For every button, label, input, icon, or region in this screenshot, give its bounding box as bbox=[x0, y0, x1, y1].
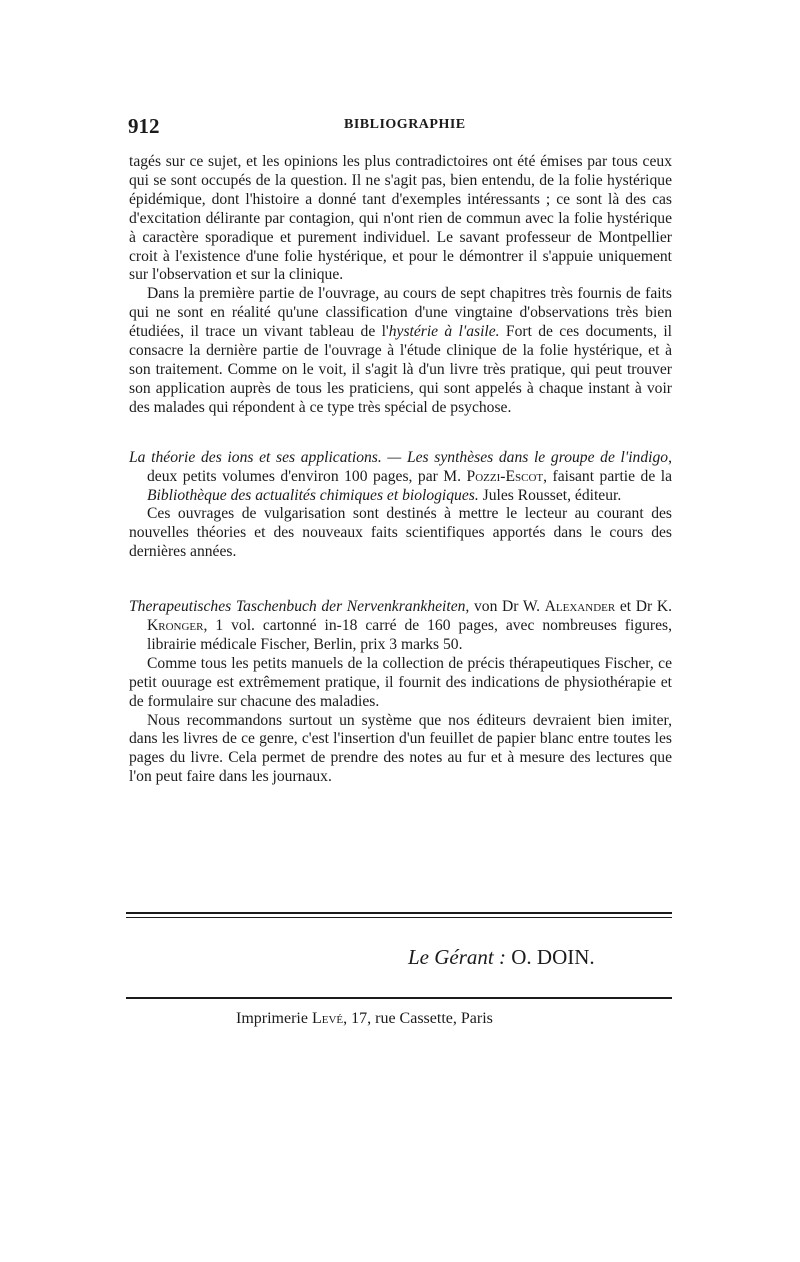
gerant-label: Le Gérant : bbox=[408, 945, 506, 969]
page-header bbox=[128, 114, 672, 138]
review-paragraph: Comme tous les petits manuels de la collection de précis thérapeutiques Fischer, ce petit ouurage est extrêmement pratique, il fournit des indications de physiothérapie et de formulaire sur chacune des maladies. bbox=[129, 654, 672, 710]
imprint-address: , 17, rue Cassette, Paris bbox=[343, 1010, 493, 1027]
bibliographic-entry-ions bbox=[129, 449, 672, 506]
entry-details: et Dr K. bbox=[615, 598, 672, 616]
page-body bbox=[129, 153, 672, 787]
gerant-name: O. DOIN. bbox=[506, 945, 595, 969]
paragraph-ouvrage bbox=[129, 285, 672, 417]
series-title: Bibliothèque des actualités chimiques et biologiques. bbox=[147, 486, 479, 504]
entry-details: , deux petits volumes d'environ 100 pages, par M. bbox=[147, 448, 672, 485]
footer-rule bbox=[126, 997, 672, 999]
running-title: BIBLIOGRAPHIE bbox=[344, 117, 466, 132]
gerant-signature bbox=[408, 945, 595, 970]
paragraph-text: Dans la première partie de l'ouvrage, au cours de sept chapitres très fournis de faits qui ne sont en réalité qu'une classification d'une vingtaine d'observations très bien étudiées, il trace un vivant tableau de l' bbox=[129, 285, 672, 341]
review-paragraph: Nous recommandons surtout un système que nos éditeurs devraient bien imiter, dans les livres de ce genre, c'est l'insertion d'un feuillet de papier blanc entre toutes les pages du livre. Cela permet de prendre des notes au fur et à mesure des lectures que l'on peut faire dans les journaux. bbox=[129, 711, 672, 786]
bibliographic-entry-taschenbuch bbox=[129, 598, 672, 655]
paragraph-continuation: tagés sur ce sujet, et les opinions les plus contradictoires ont été émises par tous ceux qui se sont occupés de la question. Il ne s'agit pas, bien entendu, de la folie hystérique épidémique, dont l'histoire a donné tant d'exemples intéressants ; ce sont là des cas d'excitation délirante par contagion, qui n'ont rien de commun avec la folie hystérique à caractère sporadique et purement individuel. Le savant professeur de Montpellier croit à l'existence d'une folie hystérique, et pour le démontrer il s'appuie uniquement sur l'observation et sur la clinique. bbox=[129, 153, 672, 284]
printer-name: Levé bbox=[311, 1010, 344, 1027]
page-number: 912 bbox=[128, 114, 160, 138]
imprint-prefix: Imprimerie bbox=[236, 1010, 312, 1027]
book-title: Therapeutisches Taschenbuch der Nervenkrankheiten, bbox=[129, 598, 470, 616]
author-name: Kronger bbox=[147, 617, 204, 635]
printer-imprint bbox=[236, 1010, 493, 1028]
book-title: La théorie des ions et ses applications. — Les synthèses dans le groupe de l'indigo bbox=[129, 448, 669, 466]
entry-details: , 1 vol. cartonné in-18 carré de 160 pages, avec nombreuses figures, librairie médicale Fischer, Berlin, prix 3 marks 50. bbox=[147, 617, 672, 653]
entry-details: von Dr W. bbox=[469, 598, 545, 616]
author-name: Alexander bbox=[544, 598, 616, 616]
entry-details: , faisant partie de la bbox=[543, 467, 672, 485]
author-name: Pozzi-Escot bbox=[466, 467, 544, 485]
double-rule-top bbox=[126, 912, 672, 914]
italic-phrase: hystérie à l'asile. bbox=[388, 323, 500, 341]
paragraph-text: Fort de ces documents, il consacre la dernière partie de l'ouvrage à l'étude clinique de la folie hystérique, et à son traitement. Comme on le voit, il s'agit là d'un livre très pratique, qui peut trouver son application auprès de tous les praticiens, qui sont appelés à chaque instant à voir des malades qui répondent à ce type très spécial de psychose. bbox=[129, 323, 672, 416]
publisher: Jules Rousset, éditeur. bbox=[478, 486, 622, 504]
review-paragraph: Ces ouvrages de vulgarisation sont destinés à mettre le lecteur au courant des nouvelles théories et des nouveaux faits scientifiques apportés dans le cours des dernières années. bbox=[129, 505, 672, 561]
double-rule-bottom bbox=[126, 917, 672, 918]
